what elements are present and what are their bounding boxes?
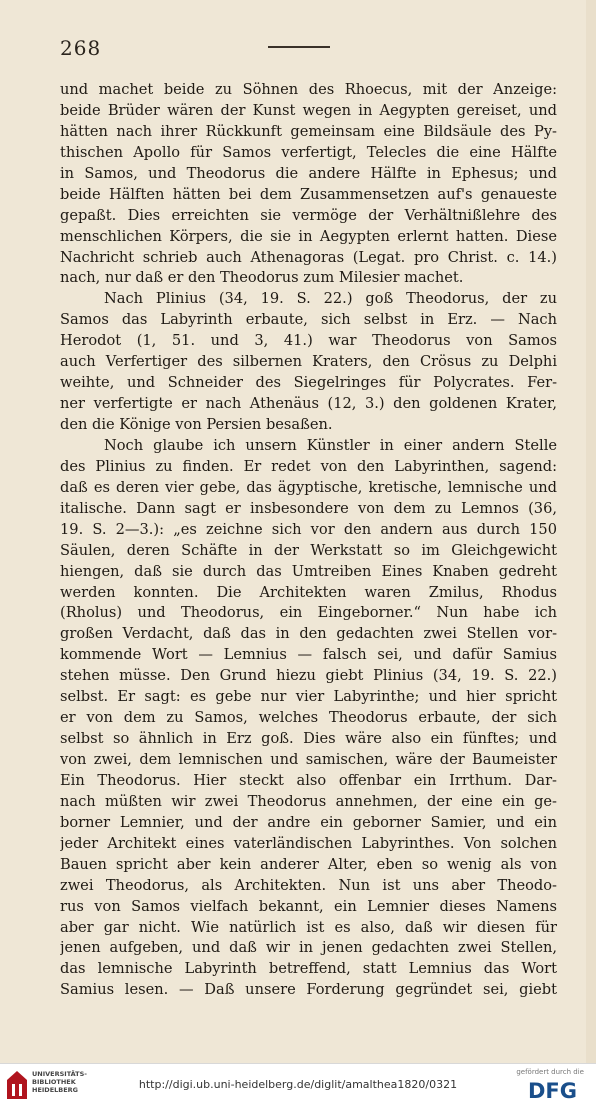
text-line: zwei Theodorus, als Architekten. Nun ist uns aber Theodo- <box>60 876 557 894</box>
text-line: werden konnten. Die Architekten waren Zmilus, Rhodus <box>60 583 557 601</box>
text-line: daß es deren vier gebe, das ägyptische, kretische, lemnische und <box>60 478 557 496</box>
institution-line: BIBLIOTHEK <box>32 1078 76 1086</box>
funded-by-label: gefördert durch die <box>516 1068 584 1076</box>
text-line: von zwei, dem lemnischen und samischen, wäre der Baumeister <box>60 751 557 768</box>
text-line: Ein Theodorus. Hier steckt also offenbar ein Irrthum. Dar- <box>60 771 557 789</box>
text-line: weihte, und Schneider des Siegelringes für Polycrates. Fer- <box>60 374 557 392</box>
text-line: selbst so ähnlich in Erz goß. Dies wäre also ein fünftes; und <box>60 730 557 748</box>
text-line: Nach Plinius (34, 19. S. 22.) goß Theodorus, der zu <box>104 290 557 308</box>
text-line: nach müßten wir zwei Theodorus annehmen, der eine ein ge- <box>60 792 557 810</box>
text-line: hätten nach ihrer Rückkunft gemeinsam eine Bildsäule des Py- <box>60 122 557 140</box>
text-line: jenen aufgeben, und daß wir in jenen gedachten zwei Stellen, <box>60 939 557 957</box>
dfg-logo-text: DFG <box>528 1079 578 1102</box>
institution-line: UNIVERSITÄTS- <box>32 1070 87 1078</box>
text-line: Noch glaube ich unsern Künstler in einer andern Stelle <box>104 436 557 454</box>
text-line: er von dem zu Samos, welches Theodorus erbaute, der sich <box>60 709 557 727</box>
institution-line: HEIDELBERG <box>32 1086 79 1094</box>
text-line: auch Verfertiger des silbernen Kraters, den Crösus zu Delphi <box>60 353 557 371</box>
text-line: stehen müsse. Den Grund hiezu giebt Plinius (34, 19. S. 22.) <box>60 667 557 685</box>
text-line: gepaßt. Dies erreichten sie vermöge der Verhältnißlehre des <box>60 206 557 224</box>
text-line: thischen Apollo für Samos verfertigt, Telecles die eine Hälfte <box>60 143 557 161</box>
header-rule <box>268 46 330 48</box>
text-line: 19. S. 2—3.): „es zeichne sich vor den andern aus durch 150 <box>60 520 557 538</box>
dfg-logo-icon <box>528 1078 586 1102</box>
text-line: das lemnische Labyrinth betreffend, statt Lemnius das Wort <box>60 960 557 978</box>
body-text <box>60 80 557 1001</box>
text-line: beide Brüder wären der Kunst wegen in Aegypten gereiset, und <box>60 101 557 119</box>
text-line: borner Lemnier, und der andre ein geborner Samier, und ein <box>60 813 557 831</box>
text-line: jeder Architekt eines vaterländischen Labyrinthes. Von solchen <box>60 834 557 852</box>
text-line: und machet beide zu Söhnen des Rhoecus, mit der Anzeige: <box>60 81 557 98</box>
text-line: Bauen spricht aber kein anderer Alter, eben so wenig als von <box>60 855 557 873</box>
text-line: rus von Samos vielfach bekannt, ein Lemnier dieses Namens <box>60 897 557 915</box>
text-line: italische. Dann sagt er insbesondere von dem zu Lemnos (36, <box>60 499 557 517</box>
text-line: Nachricht schrieb auch Athenagoras (Legat. pro Christ. c. 14.) <box>60 248 557 266</box>
permalink-url[interactable]: http://digi.ub.uni-heidelberg.de/diglit/amalthea1820/0321 <box>138 1078 458 1091</box>
footer-bar <box>0 1063 596 1107</box>
text-line: aber gar nicht. Wie natürlich ist es also, daß wir diesen für <box>60 918 557 936</box>
text-line: beide Hälften hätten bei dem Zusammensetzen auf's genaueste <box>60 185 557 203</box>
text-line: Herodot (1, 51. und 3, 41.) war Theodorus von Samos <box>60 332 557 350</box>
text-line: in Samos, und Theodorus die andere Hälfte in Ephesus; und <box>60 164 557 182</box>
text-line: ner verfertigte er nach Athenäus (12, 3.) den goldenen Krater, <box>60 395 557 413</box>
text-line: (Rholus) und Theodorus, ein Eingeborner.“ Nun habe ich <box>60 604 557 622</box>
text-line: nach, nur daß er den Theodorus zum Milesier machet. <box>60 269 464 287</box>
text-line: hiengen, daß sie durch das Umtreiben Eines Knaben gedreht <box>60 562 557 580</box>
text-line: kommende Wort — Lemnius — falsch sei, und dafür Samius <box>60 646 557 664</box>
text-line: den die Könige von Persien besaßen. <box>60 416 333 433</box>
text-line: selbst. Er sagt: es gebe nur vier Labyrinthe; und hier spricht <box>60 688 557 706</box>
text-line: Säulen, deren Schäfte in der Werkstatt so im Gleichgewicht <box>60 541 557 559</box>
text-line: menschlichen Körpers, die sie in Aegypten erlernt hatten. Diese <box>60 227 557 245</box>
text-line: des Plinius zu finden. Er redet von den Labyrinthen, sagend: <box>60 457 557 475</box>
text-line: Samius lesen. — Daß unsere Forderung gegründet sei, giebt <box>60 981 557 999</box>
text-line: Samos das Labyrinth erbaute, sich selbst in Erz. — Nach <box>60 311 557 329</box>
text-line: großen Verdacht, daß das in den gedachten zwei Stellen vor- <box>60 625 557 643</box>
page-number: 268 <box>60 36 102 60</box>
